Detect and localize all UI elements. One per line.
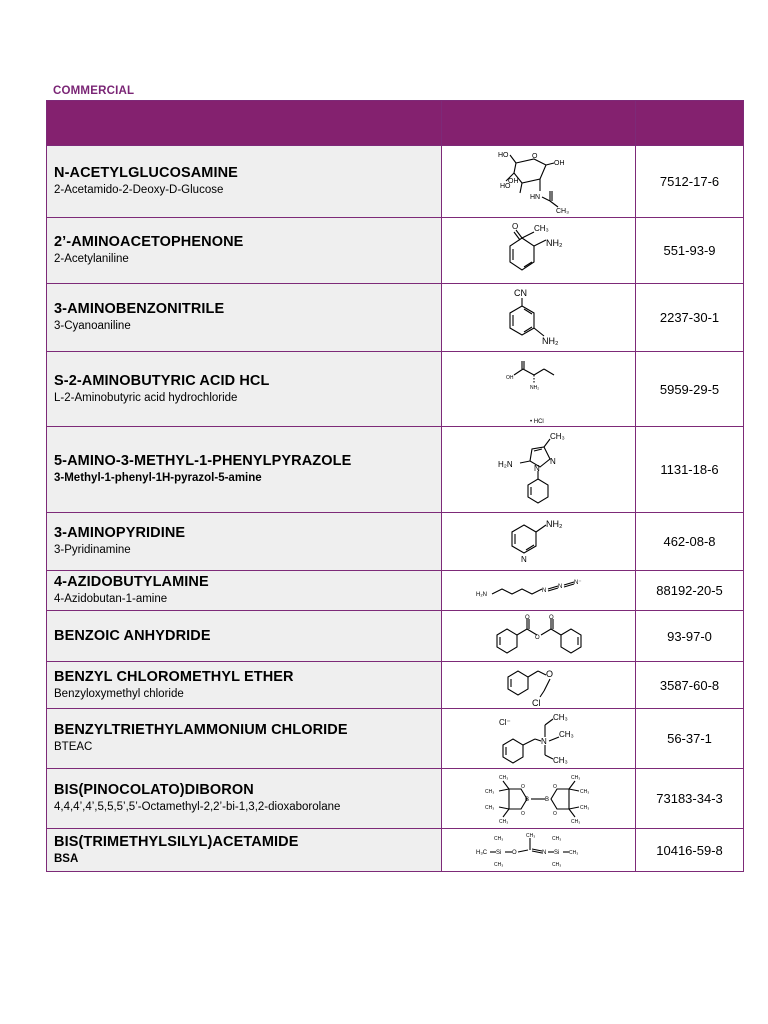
- chemical-synonym: BTEAC: [54, 741, 93, 753]
- svg-text:OH: OH: [505, 375, 513, 381]
- svg-text:N: N: [533, 463, 540, 473]
- svg-text:Cl⁻: Cl⁻: [498, 717, 511, 727]
- structure-cell: [442, 427, 636, 513]
- cas-number: 5959-29-5: [636, 352, 744, 427]
- svg-text:O: O: [524, 615, 530, 621]
- chemical-name: N-ACETYLGLUCOSAMINE: [54, 165, 238, 181]
- svg-text:OH: OH: [553, 159, 564, 167]
- svg-text:Cl: Cl: [531, 698, 540, 707]
- table-row: [47, 611, 744, 662]
- svg-text:O: O: [545, 669, 553, 679]
- chemical-name: S-2-AMINOBUTYRIC ACID HCL: [54, 372, 270, 389]
- chemical-synonym: Benzyloxymethyl chloride: [54, 687, 184, 700]
- table-row: [47, 146, 744, 218]
- svg-text:• HCl: • HCl: [529, 419, 544, 425]
- svg-text:CH₃: CH₃: [549, 431, 565, 441]
- cas-number: 56-37-1: [636, 709, 744, 769]
- chemical-name: 5-AMINO-3-METHYL-1-PHENYLPYRAZOLE: [54, 453, 352, 469]
- chemical-synonym: 4,4,4’,4’,5,5,5’,5’-Octamethyl-2,2’-bi-1,3,2-dioxaborolane: [54, 801, 341, 813]
- chemical-name: 3-AMINOBENZONITRILE: [54, 301, 225, 317]
- svg-text:CH₃: CH₃: [568, 850, 578, 856]
- svg-text:Si: Si: [495, 850, 501, 856]
- chemical-synonym: 3-Pyridinamine: [54, 544, 131, 556]
- cas-number: 93-97-0: [636, 611, 744, 662]
- chemicals-table: [46, 100, 744, 872]
- svg-text:O: O: [511, 850, 517, 856]
- structure-cell: [442, 218, 636, 284]
- header-cell-structure: [442, 101, 636, 146]
- svg-text:CH₃: CH₃: [525, 833, 535, 839]
- svg-text:CH₃: CH₃: [558, 729, 574, 739]
- svg-text:N⁻: N⁻: [573, 579, 581, 586]
- chemical-synonym: 2-Acetamido-2-Deoxy-D-Glucose: [54, 184, 224, 196]
- cas-number: 88192-20-5: [636, 571, 744, 611]
- chemical-name: BIS(TRIMETHYLSILYL)ACETAMIDE: [54, 833, 299, 850]
- svg-text:O: O: [552, 810, 557, 817]
- svg-text:HO: HO: [499, 182, 510, 190]
- structure-cell: [442, 769, 636, 829]
- chemical-name: 3-AMINOPYRIDINE: [54, 525, 186, 541]
- svg-text:CH₃: CH₃: [498, 818, 508, 825]
- svg-text:CH₃: CH₃: [533, 223, 549, 233]
- chemical-name: 4-AZIDOBUTYLAMINE: [54, 574, 209, 590]
- svg-text:NH₂: NH₂: [541, 335, 558, 346]
- chemical-synonym: 3-Methyl-1-phenyl-1H-pyrazol-5-amine: [54, 472, 262, 484]
- svg-text:Si: Si: [553, 850, 559, 856]
- svg-text:H₂N: H₂N: [497, 459, 513, 469]
- svg-text:CN: CN: [513, 287, 527, 298]
- chemical-synonym: BSA: [54, 852, 79, 865]
- svg-text:O: O: [552, 783, 557, 790]
- svg-text:B: B: [544, 796, 549, 803]
- structure-cell: [442, 611, 636, 662]
- structure-cell: [442, 352, 636, 427]
- name-cell: [47, 709, 442, 769]
- benzyl-chloromethyl-ether-structure-icon: [494, 663, 584, 707]
- cas-number: 73183-34-3: [636, 769, 744, 829]
- chemical-synonym: 3-Cyanoaniline: [54, 320, 131, 332]
- svg-text:N: N: [541, 587, 546, 594]
- chemical-synonym: 4-Azidobutan-1-amine: [54, 593, 168, 605]
- name-cell: [47, 571, 442, 611]
- chemical-name: BENZOIC ANHYDRIDE: [54, 627, 211, 644]
- name-cell: [47, 218, 442, 284]
- b2pin2-structure-icon: [479, 771, 599, 827]
- svg-text:CH₃: CH₃: [551, 862, 561, 868]
- cas-number: 462-08-8: [636, 513, 744, 571]
- table-row: [47, 769, 744, 829]
- svg-text:CH₃: CH₃: [552, 712, 568, 722]
- chemical-synonym: 2-Acetylaniline: [54, 253, 129, 265]
- svg-text:N: N: [540, 736, 547, 746]
- table-row: [47, 662, 744, 709]
- svg-text:NH₂: NH₂: [545, 518, 562, 529]
- cas-number: 10416-59-8: [636, 829, 744, 872]
- name-cell: [47, 662, 442, 709]
- table-row: [47, 284, 744, 352]
- chemical-name: 2’-AMINOACETOPHENONE: [54, 234, 244, 250]
- structure-cell: [442, 513, 636, 571]
- svg-text:CH₃: CH₃: [552, 755, 568, 765]
- table-row: [47, 513, 744, 571]
- structure-cell: [442, 709, 636, 769]
- structure-cell: [442, 284, 636, 352]
- svg-text:NH₂: NH₂: [529, 385, 539, 391]
- svg-text:CH₃: CH₃: [579, 804, 589, 811]
- table-row: [47, 427, 744, 513]
- table-row: [47, 709, 744, 769]
- aminoacetophenone-structure-icon: [494, 220, 584, 282]
- header-cell-name: [47, 101, 442, 146]
- svg-text:N: N: [520, 554, 527, 564]
- svg-text:CH₃: CH₃: [484, 788, 494, 795]
- table-row: [47, 352, 744, 427]
- name-cell: [47, 769, 442, 829]
- svg-text:CH₃: CH₃: [551, 836, 561, 842]
- name-cell: [47, 513, 442, 571]
- name-cell: [47, 427, 442, 513]
- svg-text:O: O: [531, 152, 537, 160]
- name-cell: [47, 829, 442, 872]
- table-header-row: [47, 101, 744, 146]
- svg-text:B: B: [524, 796, 529, 803]
- header-cell-cas: [636, 101, 744, 146]
- svg-text:HO: HO: [497, 151, 508, 159]
- svg-text:NH₂: NH₂: [545, 237, 562, 248]
- svg-text:HN: HN: [529, 193, 540, 201]
- structure-cell: [442, 662, 636, 709]
- cas-number: 2237-30-1: [636, 284, 744, 352]
- svg-text:O: O: [520, 810, 525, 817]
- table-row: [47, 571, 744, 611]
- svg-text:O: O: [511, 221, 518, 231]
- svg-text:H₃C: H₃C: [475, 850, 487, 856]
- svg-text:CH₃: CH₃: [570, 818, 580, 825]
- chemical-name: BIS(PINOCOLATO)DIBORON: [54, 782, 254, 798]
- section-label: COMMERCIAL: [53, 85, 135, 97]
- n-acetylglucosamine-structure-icon: [494, 149, 584, 215]
- svg-text:CH₃: CH₃: [555, 207, 569, 215]
- name-cell: [47, 352, 442, 427]
- svg-text:CH₃: CH₃: [579, 788, 589, 795]
- structure-cell: [442, 829, 636, 872]
- svg-text:H₂N: H₂N: [475, 591, 487, 598]
- aminopyridine-structure-icon: [494, 515, 584, 569]
- svg-text:OH: OH: [507, 177, 518, 185]
- aminobutyric-acid-structure-icon: [504, 353, 574, 425]
- svg-text:O: O: [520, 783, 525, 790]
- benzoic-anhydride-structure-icon: [479, 613, 599, 659]
- svg-text:CH₃: CH₃: [493, 836, 503, 842]
- btea-chloride-structure-icon: [491, 711, 587, 767]
- chemical-name: BENZYLTRIETHYLAMMONIUM CHLORIDE: [54, 722, 348, 738]
- svg-text:CH₃: CH₃: [498, 774, 508, 781]
- cas-number: 7512-17-6: [636, 146, 744, 218]
- svg-text:N: N: [541, 850, 546, 856]
- svg-text:CH₃: CH₃: [484, 804, 494, 811]
- table-row: [47, 829, 744, 872]
- svg-text:N: N: [549, 456, 556, 466]
- cas-number: 551-93-9: [636, 218, 744, 284]
- svg-text:CH₃: CH₃: [493, 862, 503, 868]
- table-row: [47, 218, 744, 284]
- chemical-name: BENZYL CHLOROMETHYL ETHER: [54, 668, 294, 685]
- name-cell: [47, 611, 442, 662]
- aminobenzonitrile-structure-icon: [494, 286, 584, 350]
- svg-text:CH₃: CH₃: [570, 774, 580, 781]
- name-cell: [47, 284, 442, 352]
- svg-text:O: O: [534, 635, 540, 641]
- svg-text:N: N: [557, 583, 562, 590]
- structure-cell: [442, 571, 636, 611]
- phenylpyrazole-structure-icon: [494, 429, 584, 511]
- cas-number: 3587-60-8: [636, 662, 744, 709]
- svg-text:O: O: [548, 615, 554, 621]
- azidobutylamine-structure-icon: [474, 576, 604, 606]
- name-cell: [47, 146, 442, 218]
- cas-number: 1131-18-6: [636, 427, 744, 513]
- chemical-synonym: L-2-Aminobutyric acid hydrochloride: [54, 391, 238, 404]
- structure-cell: [442, 146, 636, 218]
- bsa-structure-icon: [474, 830, 604, 870]
